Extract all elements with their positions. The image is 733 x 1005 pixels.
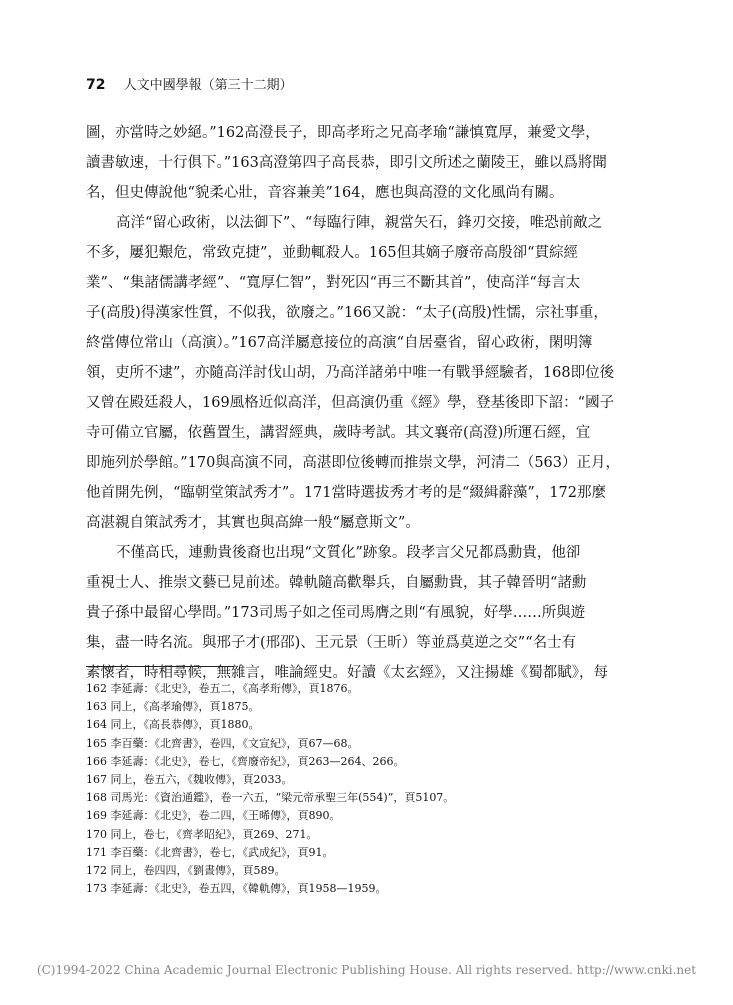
footnote: 170 同上，卷七，《齊孝昭紀》，頁269、271。 xyxy=(86,827,318,841)
footnotes xyxy=(86,680,646,898)
footnote: 172 同上，卷四四，《劉晝傳》，頁589。 xyxy=(86,863,286,877)
body-line: 讀書敏速，十行俱下。”163高澄第四子高長恭，即引文所述之蘭陵王，雖以爲將聞 xyxy=(86,155,607,171)
body-line: 素懷者，時相尋候，無雜言，唯論經史。好讀《太玄經》，又注揚雄《蜀都賦》，每 xyxy=(86,665,608,681)
body-line: 即施列於學館。”170與高演不同，高湛即位後轉而推崇文學，河清二（563）正月， xyxy=(86,455,621,471)
page-number: 72 xyxy=(86,77,106,93)
body-line: 圖，亦當時之妙絕。”162高澄長子，即高孝珩之兄高孝瑜“謙慎寬厚，兼愛文學， xyxy=(86,125,600,141)
footnote: 166 李延壽：《北史》，卷七，《齊廢帝紀》，頁263—264、266。 xyxy=(86,754,405,768)
footnote: 163 同上，《高孝瑜傳》，頁1875。 xyxy=(86,700,260,714)
body-line: 高湛親自策試秀才，其實也與高緯一般“屬意斯文”。 xyxy=(86,515,420,531)
body-line: 不多，屢犯艱危，常致克捷”，並動輒殺人。165但其嫡子廢帝高殷卻“貫綜經 xyxy=(86,245,578,261)
footnote-divider xyxy=(86,666,234,667)
body-line: 他首開先例，“臨朝堂策試秀才”。171當時選拔秀才考的是“綴緝辭藻”，172那麼 xyxy=(86,485,607,501)
main-text xyxy=(86,118,646,688)
footnote: 162 李延壽：《北史》，卷五二，《高孝珩傳》，頁1876。 xyxy=(86,682,359,695)
body-line: 集，盡一時名流。與邢子才(邢邵)、王元景（王昕）等並爲莫逆之交”“名士有 xyxy=(86,635,577,651)
journal-title: 人文中國學報（第三十二期） xyxy=(123,78,293,93)
body-line: 重視士人、推崇文藝已見前述。韓軌隨高歡舉兵，自屬勳貴，其子韓晉明“諸勳 xyxy=(86,575,587,591)
body-line: 業”、“集諸儒講孝經”、“寬厚仁智”，對死囚“再三不斷其首”，使高洋“每言太 xyxy=(86,275,581,291)
body-line: 貴子孫中最留心學問。”173司馬子如之侄司馬膺之則“有風貌，好學……所與遊 xyxy=(86,605,586,621)
copyright-footer: (C)1994-2022 China Academic Journal Electronic Publishing House. All rights reserved. http://www.cnki.net xyxy=(36,963,697,977)
body-line: 名，但史傳說他“貌柔心壯，音容兼美”164，應也與高澄的文化風尚有關。 xyxy=(86,185,564,201)
page-header xyxy=(86,74,293,94)
footnote: 164 同上，《高長恭傳》，頁1880。 xyxy=(86,718,260,732)
body-line: 領，吏所不逮”，亦隨高洋討伐山胡，乃高洋諸弟中唯一有戰爭經驗者，168即位後 xyxy=(86,365,615,381)
body-line: 高洋“留心政術，以法御下”、“每臨行陣，親當矢石，鋒刃交接，唯恐前敵之 xyxy=(116,215,603,231)
footnote: 169 李延壽：《北史》，卷二四，《王晞傳》，頁890。 xyxy=(86,809,341,823)
body-line: 終當傳位常山（高演）。”167高洋屬意接位的高演“自居臺省，留心政術，閑明簿 xyxy=(86,335,593,351)
footnote: 167 同上，卷五六，《魏收傳》，頁2033。 xyxy=(86,772,293,786)
body-line: 寺可備立官屬，依舊置生，講習經典，歲時考試。其文襄帝(高澄)所運石經，宜 xyxy=(86,425,591,441)
footnote: 171 李百藥：《北齊書》，卷七，《武成紀》，頁91。 xyxy=(86,845,334,859)
footnote: 173 李延壽：《北史》，卷五四，《韓軌傳》，頁1958—1959。 xyxy=(86,882,387,896)
body-line: 子(高殷)得漢家性質，不似我，欲廢之。”166又說：“太子(高殷)性懦，宗社事重， xyxy=(86,305,608,321)
footnote: 168 司馬光：《資治通鑑》，卷一六五，“梁元帝承聖三年(554)”，頁5107。 xyxy=(86,791,455,805)
body-line: 不僅高氏，連勳貴後裔也出現“文質化”跡象。段孝言父兄都爲勳貴，他卻 xyxy=(116,545,581,561)
body-line: 又曾在殿廷殺人，169風格近似高洋，但高演仍重《經》學，登基後即下詔：“國子 xyxy=(86,395,615,411)
footnote: 165 李百藥：《北齊書》，卷四，《文宣紀》，頁67—68。 xyxy=(86,736,359,750)
